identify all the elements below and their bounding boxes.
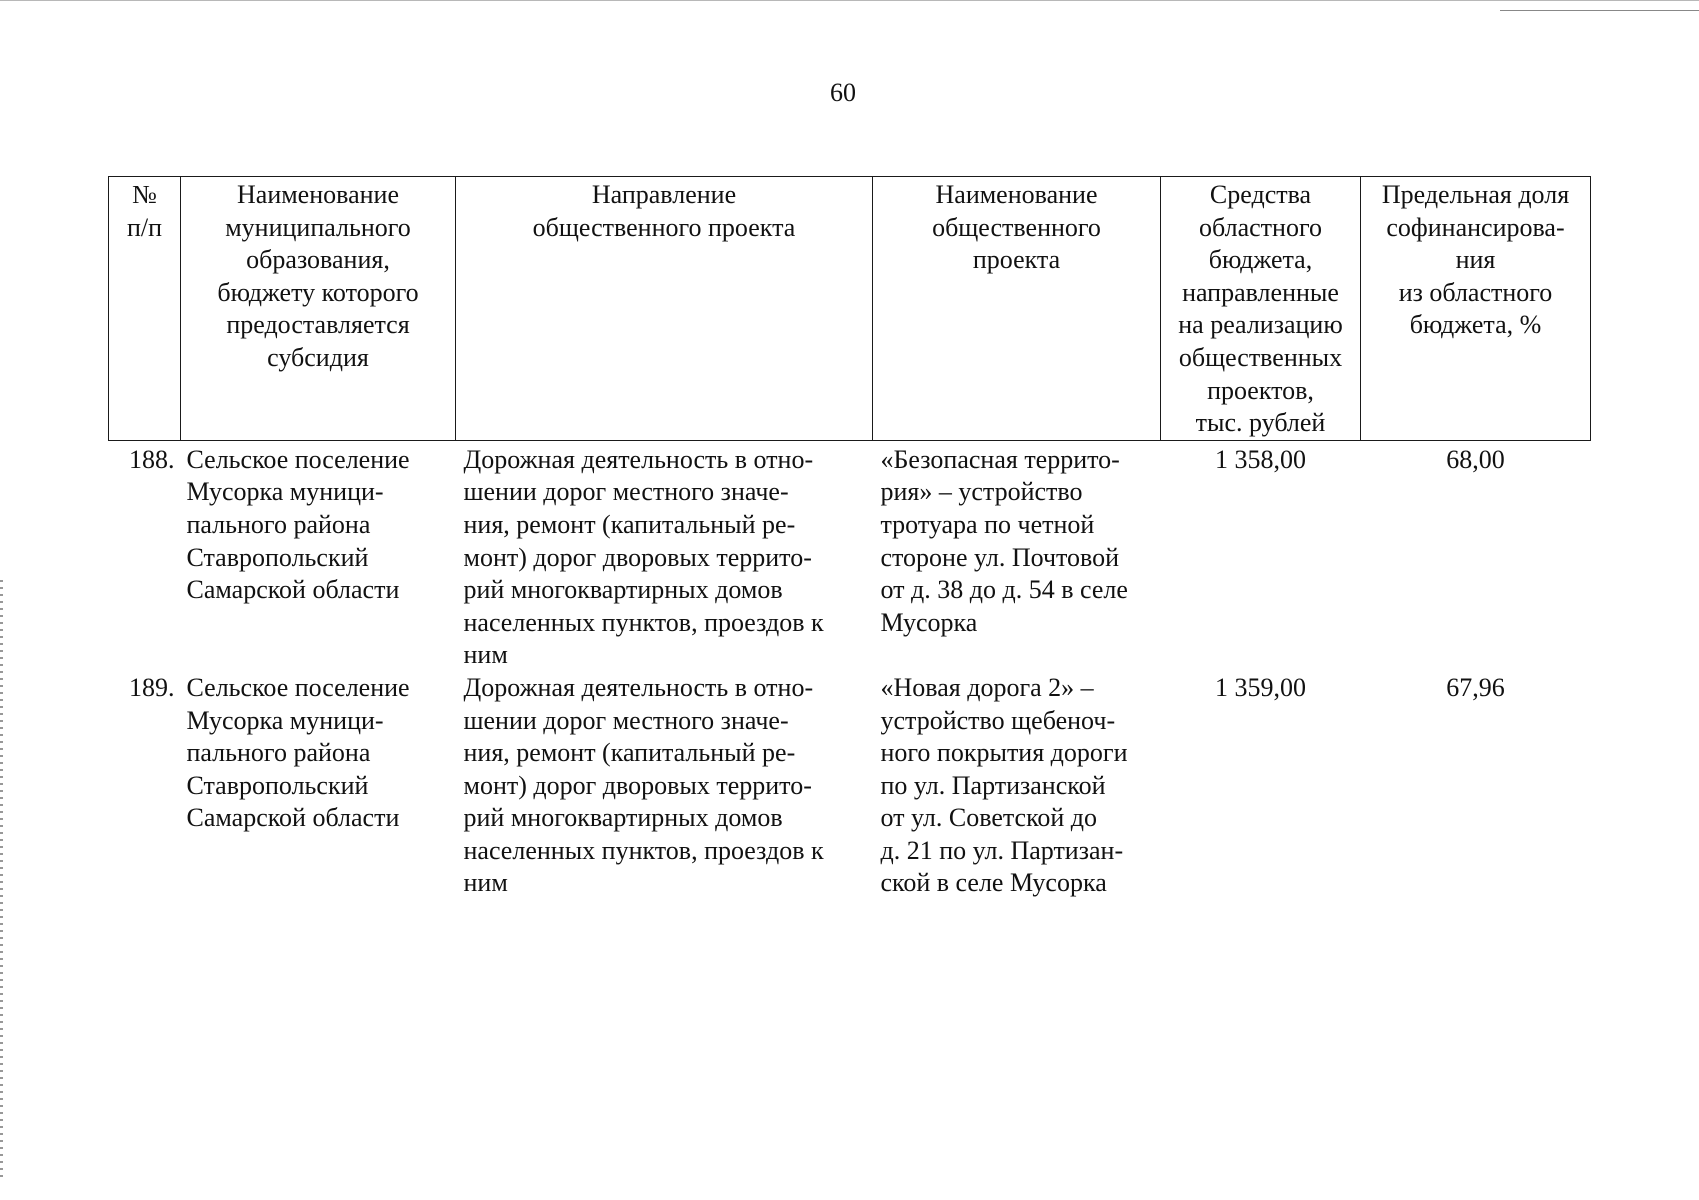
- header-row: [109, 177, 1591, 441]
- row-amount: 1 358,00: [1215, 444, 1306, 474]
- row-direction-text: Дорожная деятельность в отно- шении дорог местного значе- ния, ремонт (капитальный ре- монт) дорог дворовых террито- рий многоквартирных домов населенных пунктов, проездов к ним: [463, 444, 824, 670]
- row-municipality: [181, 440, 456, 672]
- row-project-text: «Безопасная террито- рия» – устройство тротуара по четной стороне ул. Почтовой от д. 38 до д. 54 в селе Мусорка: [880, 444, 1128, 637]
- row-direction: [456, 440, 873, 672]
- row-share: 67,96: [1446, 672, 1505, 702]
- header-direction-text: Направление общественного проекта: [532, 180, 796, 242]
- header-direction: [456, 177, 873, 441]
- header-share: [1361, 177, 1591, 441]
- subsidy-table-grid: [108, 176, 1591, 900]
- row-number: 188.: [129, 444, 175, 474]
- row-municipality-text: Сельское поселение Мусорка муници- пального района Ставропольский Самарской области: [186, 444, 410, 605]
- header-number-text: № п/п: [126, 180, 163, 242]
- scan-edge-top: [0, 0, 1699, 1]
- header-project-text: Наименование общественного проекта: [932, 180, 1101, 275]
- header-number: [109, 177, 181, 441]
- header-municipality-text: Наименование муниципального образования, бюджету которого предоставляется субсидия: [217, 180, 419, 372]
- row-direction: [456, 672, 873, 900]
- header-project: [873, 177, 1161, 441]
- page-number: 60: [830, 78, 856, 107]
- scan-edge-left: [0, 580, 3, 1180]
- row-number: 189.: [129, 672, 175, 702]
- row-municipality-text: Сельское поселение Мусорка муници- пального района Ставропольский Самарской области: [186, 672, 410, 833]
- header-municipality: [181, 177, 456, 441]
- table-body: [109, 440, 1591, 900]
- row-municipality: [181, 672, 456, 900]
- table-row: [109, 440, 1591, 672]
- subsidy-table: [108, 176, 1590, 900]
- header-amount: [1161, 177, 1361, 441]
- header-share-text: Предельная доля софинансирова- ния из областного бюджета, %: [1381, 180, 1570, 340]
- header-amount-text: Средства областного бюджета, направленные на реализацию общественных проектов, тыс. рублей: [1178, 180, 1343, 438]
- row-project: [873, 440, 1161, 672]
- row-project-text: «Новая дорога 2» – устройство щебеноч- ного покрытия дороги по ул. Партизанской от ул. Советской до д. 21 по ул. Партизан- ской в селе Мусорка: [880, 672, 1128, 898]
- scan-mark-top-right: [1500, 10, 1699, 11]
- row-project: [873, 672, 1161, 900]
- row-direction-text: Дорожная деятельность в отно- шении дорог местного значе- ния, ремонт (капитальный ре- монт) дорог дворовых террито- рий многоквартирных домов населенных пунктов, проездов к ним: [463, 672, 824, 898]
- row-amount: 1 359,00: [1215, 672, 1306, 702]
- table-row: [109, 672, 1591, 900]
- row-share: 68,00: [1446, 444, 1505, 474]
- table-header: [109, 177, 1591, 441]
